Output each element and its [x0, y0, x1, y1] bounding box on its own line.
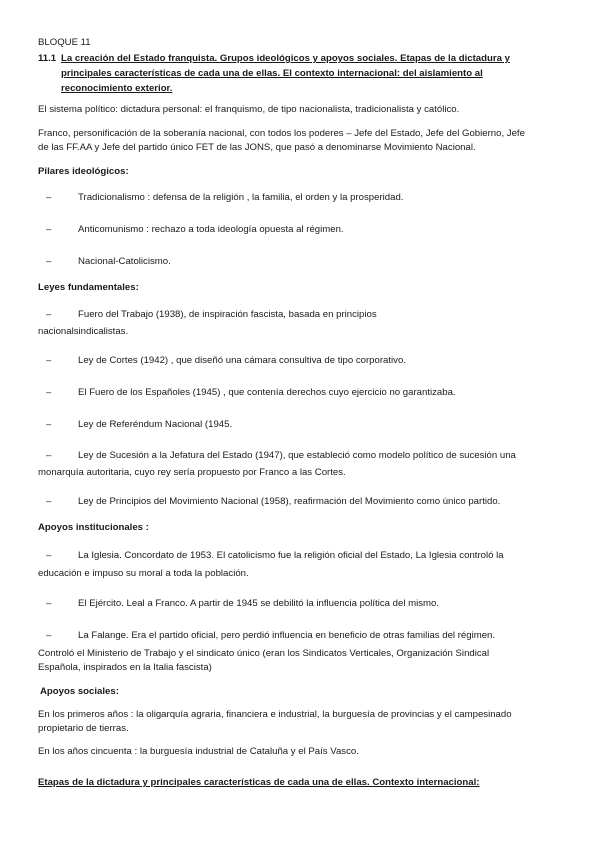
intro-paragraph-2-line-1: Franco, personificación de la soberanía nacional, con todos los poderes – Jefe del Estado, Jefe del Gobierno, Jefe: [38, 128, 525, 139]
intro-paragraph-1: El sistema político: dictadura personal: el franquismo, de tipo nacionalista, tradicionalista y católico.: [38, 104, 460, 115]
list-dash: –: [46, 309, 52, 320]
list-dash: –: [46, 550, 52, 561]
ley-item: Ley de Referéndum Nacional (1945.: [78, 419, 233, 430]
list-dash: –: [46, 630, 52, 641]
bloque-label: BLOQUE 11: [38, 37, 91, 48]
apoyos-cincuenta: En los años cincuenta : la burguesía industrial de Cataluña y el País Vasco.: [38, 746, 359, 757]
apoyos-primeros-line-2: propietario de tierras.: [38, 723, 129, 734]
apoyo-iglesia: La Iglesia. Concordato de 1953. El catolicismo fue la religión oficial del Estado, La Iglesia controló la: [78, 550, 504, 561]
pilar-item: Tradicionalismo : defensa de la religión , la familia, el orden y la prosperidad.: [78, 192, 404, 203]
leyes-heading: Leyes fundamentales:: [38, 282, 139, 293]
list-dash: –: [46, 450, 52, 461]
list-dash: –: [46, 256, 52, 267]
apoyos-sociales-heading: Apoyos sociales:: [40, 686, 119, 697]
apoyo-ejercito: El Ejército. Leal a Franco. A partir de 1945 se debilitó la influencia política del mismo.: [78, 598, 440, 609]
list-dash: –: [46, 496, 52, 507]
apoyos-primeros-line-1: En los primeros años : la oligarquía agraria, financiera e industrial, la burguesía de provincias y el campesinado: [38, 709, 512, 720]
section-title-line-2: principales características de cada una de ellas. El contexto internacional: del aislamiento al: [61, 68, 483, 79]
apoyo-falange-cont-2: Española, inspirados en la Italia fascista): [38, 662, 212, 673]
list-dash: –: [46, 419, 52, 430]
section-number: 11.1: [38, 53, 57, 64]
pilar-item: Nacional-Catolicismo.: [78, 256, 171, 267]
pilar-item: Anticomunismo : rechazo a toda ideología opuesta al régimen.: [78, 224, 344, 235]
list-dash: –: [46, 387, 52, 398]
list-dash: –: [46, 192, 52, 203]
ley-item: Ley de Cortes (1942) , que diseñó una cámara consultiva de tipo corporativo.: [78, 355, 406, 366]
intro-paragraph-2-line-2: de las FF.AA y Jefe del partido único FET de las JONS, que pasó a denominarse Movimiento Nacional.: [38, 142, 476, 153]
apoyo-iglesia-cont: educación e impuso su moral a toda la población.: [38, 568, 249, 579]
pilares-heading: Pilares ideológicos:: [38, 166, 129, 177]
ley-item-sucesion-cont: monarquía autoritaria, cuyo rey sería propuesto por Franco a las Cortes.: [38, 467, 346, 478]
section-title-line-1: La creación del Estado franquista. Grupos ideológicos y apoyos sociales. Etapas de la dictadura y: [61, 53, 510, 64]
ley-item: El Fuero de los Españoles (1945) , que contenía derechos cuyo ejercicio no garantizaba.: [78, 387, 456, 398]
list-dash: –: [46, 598, 52, 609]
list-dash: –: [46, 355, 52, 366]
apoyo-falange: La Falange. Era el partido oficial, pero perdió influencia en beneficio de otras familias del régimen.: [78, 630, 496, 641]
ley-item-principios: Ley de Principios del Movimiento Nacional (1958), reafirmación del Movimiento como único partido.: [78, 496, 501, 507]
apoyos-institucionales-heading: Apoyos institucionales :: [38, 522, 149, 533]
ley-item-fuero-trabajo: Fuero del Trabajo (1938), de inspiración fascista, basada en principios: [78, 309, 377, 320]
ley-item-fuero-trabajo-cont: nacionalsindicalistas.: [38, 326, 129, 337]
list-dash: –: [46, 224, 52, 235]
section-title-line-3: reconocimiento exterior.: [61, 83, 173, 94]
etapas-heading: Etapas de la dictadura y principales características de cada una de ellas. Contexto internacional:: [38, 777, 480, 788]
ley-item-sucesion: Ley de Sucesión a la Jefatura del Estado (1947), que estableció como modelo político de sucesión una: [78, 450, 516, 461]
apoyo-falange-cont-1: Controló el Ministerio de Trabajo y el sindicato único (eran los Sindicatos Verticales, Organización Sindical: [38, 648, 490, 659]
